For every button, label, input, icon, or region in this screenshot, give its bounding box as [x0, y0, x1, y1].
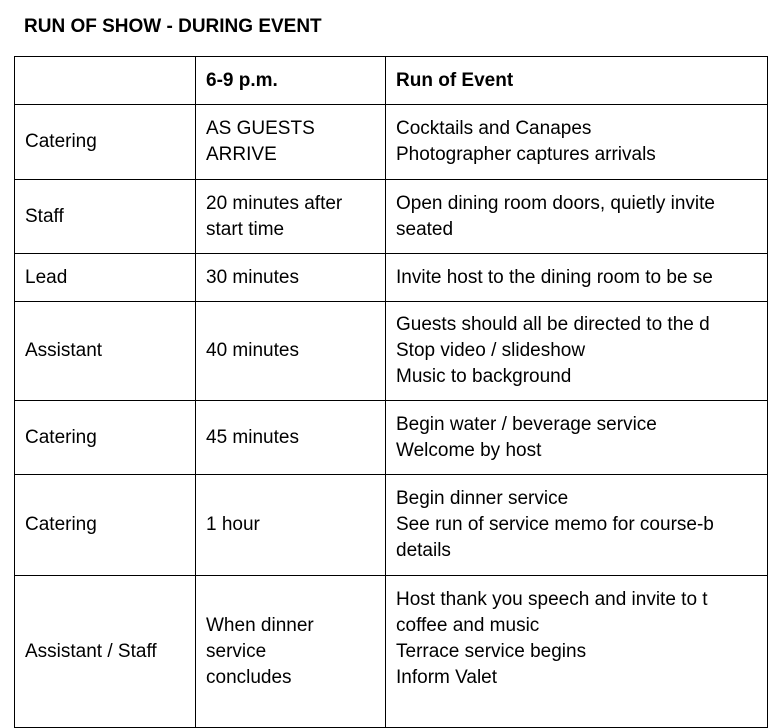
event-line: Terrace service begins: [396, 641, 587, 662]
role-cell: Assistant: [15, 302, 196, 401]
event-cell: [386, 302, 768, 401]
table-row: [15, 180, 768, 254]
event-line: coffee and music: [396, 615, 540, 636]
event-cell: [386, 401, 768, 475]
header-cell-role: [15, 57, 196, 105]
time-cell: [196, 302, 386, 401]
time-line: 20 minutes after: [206, 192, 343, 214]
time-cell: [196, 105, 386, 180]
event-line: Host thank you speech and invite to t: [396, 589, 708, 610]
time-cell: [196, 180, 386, 254]
table-row: [15, 576, 768, 728]
event-cell: [386, 180, 768, 254]
event-line: details: [396, 540, 451, 561]
header-cell-event: Run of Event: [386, 57, 768, 105]
role-cell: Lead: [15, 254, 196, 302]
event-cell: [386, 254, 768, 302]
time-line: When dinner: [206, 614, 314, 636]
event-line: Music to background: [396, 366, 572, 387]
role-cell: Staff: [15, 180, 196, 254]
time-cell: [196, 576, 386, 728]
role-cell: Catering: [15, 401, 196, 475]
event-line: Begin dinner service: [396, 488, 569, 509]
event-line: Welcome by host: [396, 439, 542, 461]
time-line: 45 minutes: [206, 426, 299, 448]
time-line: concludes: [206, 666, 292, 688]
event-line: Inform Valet: [396, 667, 498, 688]
table-row: [15, 401, 768, 475]
time-line: ARRIVE: [206, 144, 277, 165]
table-row: [15, 105, 768, 180]
time-cell: [196, 254, 386, 302]
role-cell: Catering: [15, 475, 196, 576]
table-row: [15, 254, 768, 302]
event-line: Guests should all be directed to the d: [396, 314, 710, 335]
role-cell: Assistant / Staff: [15, 576, 196, 728]
time-line: service: [206, 640, 267, 662]
header-cell-time: 6-9 p.m.: [196, 57, 386, 105]
time-cell: [196, 401, 386, 475]
time-line: 1 hour: [206, 514, 260, 535]
time-line: 30 minutes: [206, 266, 299, 288]
time-line: 40 minutes: [206, 340, 299, 361]
time-line: start time: [206, 218, 285, 240]
event-cell: [386, 105, 768, 180]
table-row: [15, 302, 768, 401]
run-of-show-table: [14, 56, 768, 728]
event-line: Begin water / beverage service: [396, 413, 657, 435]
event-line: See run of service memo for course-b: [396, 514, 714, 535]
event-line: Invite host to the dining room to be se: [396, 266, 713, 288]
event-line: seated: [396, 218, 454, 240]
event-cell: [386, 576, 768, 728]
event-line: Cocktails and Canapes: [396, 118, 592, 139]
table-header-row: [15, 57, 768, 105]
time-cell: [196, 475, 386, 576]
table-row: [15, 475, 768, 576]
time-line: AS GUESTS: [206, 118, 315, 139]
event-line: Photographer captures arrivals: [396, 144, 656, 165]
document-title: RUN OF SHOW - DURING EVENT: [24, 16, 322, 37]
event-cell: [386, 475, 768, 576]
event-line: Open dining room doors, quietly invite: [396, 192, 715, 214]
event-line: Stop video / slideshow: [396, 340, 586, 361]
role-cell: Catering: [15, 105, 196, 180]
